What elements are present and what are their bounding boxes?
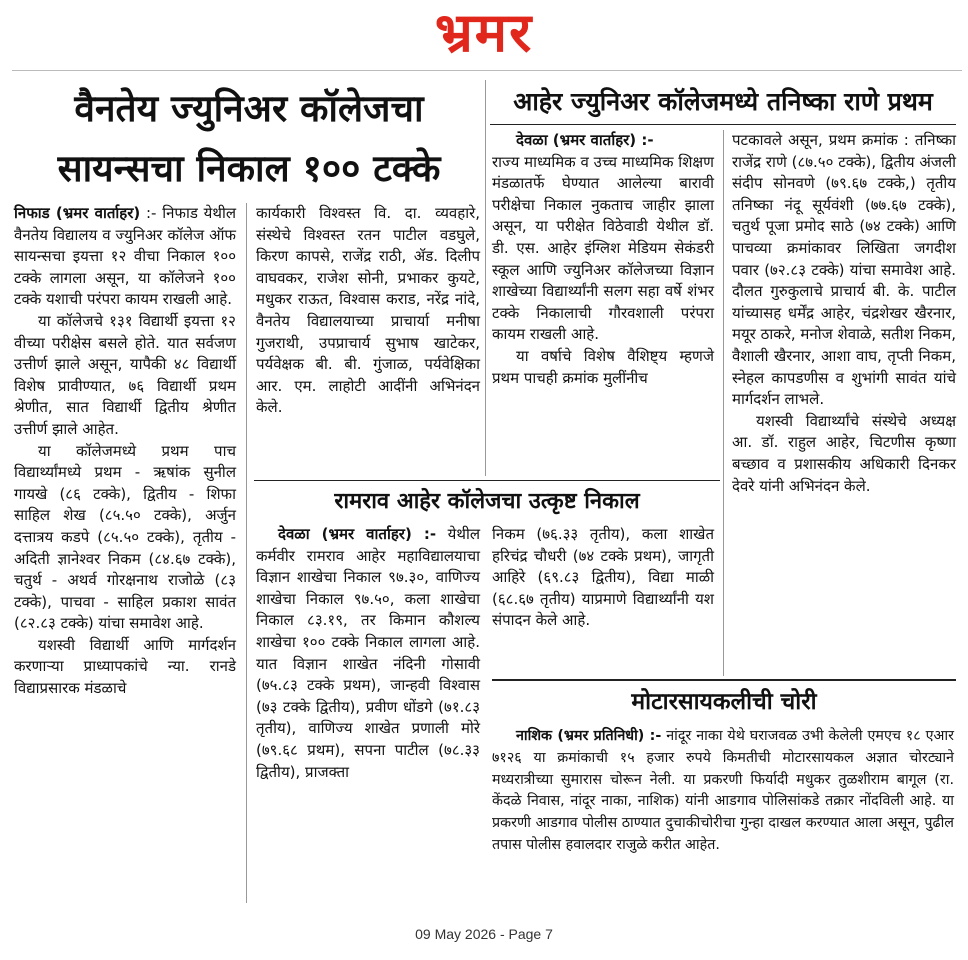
story3-top-rule — [254, 480, 720, 481]
story4-top-rule — [492, 679, 956, 681]
story2-column-divider — [723, 130, 724, 676]
story1-column-1 — [14, 203, 236, 700]
story-divider-vertical — [485, 80, 486, 476]
page-footer: 09 May 2026 - Page 7 — [415, 926, 553, 942]
story2-byline: देवळा (भ्रमर वार्ताहर) :- — [516, 131, 654, 149]
masthead — [0, 0, 968, 70]
newspaper-logo: भ्रमर — [434, 1, 534, 64]
story2-paragraph-1: राज्य माध्यमिक व उच्च माध्यमिक शिक्षण मंडळातर्फे घेण्यात आलेल्या बारावी परीक्षेचा निकाल नुकताच जाहीर झाला असून, या परीक्षेत विठेवाडी येथील डॉ. डी. एस. आहेर इंग्लिश मेडियम सेकंडरी स्कूल आणि ज्युनिअर कॉलेजच्या विज्ञान शाखेच्या विद्यार्थ्यांनी सलग सहा वर्षे शंभर टक्के निकालाची गौरवशाली परंपरा कायम राखली आहे. — [492, 152, 714, 344]
story1-paragraph-2: या कॉलेजचे १३१ विद्यार्थी इयत्ता १२ वीच्या परीक्षेस बसले होते. यात सर्वजण उत्तीर्ण झाले असून, यापैकी ४८ विद्यार्थी विशेष प्रावीण्यात, ७६ विद्यार्थी प्रथम श्रेणीत, सात विद्यार्थी द्वितीय श्रेणीत उत्तीर्ण झाले आहेत. — [14, 311, 236, 438]
story2-column-1 — [492, 130, 714, 389]
story3-column-1 — [256, 524, 480, 783]
story1-column-divider — [246, 203, 247, 903]
story3-headline: रामराव आहेर कॉलेजचा उत्कृष्ट निकाल — [334, 489, 640, 514]
story2-headline: आहेर ज्युनिअर कॉलेजमध्ये तनिष्का राणे प्रथम — [513, 87, 933, 116]
story1-paragraph-5: कार्यकारी विश्वस्त वि. दा. व्यवहारे, संस्थेचे विश्वस्त रतन पाटील वडघुले, किरण कापसे, राजेंद्र राठी, ॲड. दिलीप वाघवकर, राजेश सोनी, प्रभाकर कुयटे, मधुकर राऊत, विश्वास कराड, नरेंद्र नांदे, वैनतेय विद्यालयाच्या प्राचार्या मनीषा गुजराथी, उपप्राचार्य सुभाष खाटेकर, पर्यवेक्षक बी. बी. गुंजाळ, पर्यवेक्षिका आर. एम. लाहोटी आदींनी अभिनंदन केले. — [256, 204, 480, 417]
story2-paragraph-4: यशस्वी विद्यार्थ्यांचे संस्थेचे अध्यक्ष आ. डॉ. राहुल आहेर, चिटणीस कृष्णा बच्छाव व प्रशासकीय अधिकारी दिनकर देवरे यांनी अभिनंदन केले. — [732, 411, 956, 495]
story1-headline-line1: वैनतेय ज्युनिअर कॉलेजचा — [74, 87, 424, 130]
story1-column-2 — [256, 203, 480, 419]
story2-column-2 — [732, 130, 956, 497]
story1-byline: निफाड (भ्रमर वार्ताहर) — [14, 204, 141, 222]
story1-paragraph-3: या कॉलेजमध्ये प्रथम पाच विद्यार्थ्यांमध्ये प्रथम - ऋषांक सुनील गायखे (८६ टक्के), द्वितीय - शिफा साहिल शेख (८५.५० टक्के), अर्जुन दत्तात्रय कडपे (८५.५० टक्के), तृतीय - अदिती ज्ञानेश्वर निकम (८४.६७ टक्के), चतुर्थ - अथर्व गोरक्षनाथ राजोळे (८३ टक्के), पाचवा - साहिल प्रकाश सावंत (८२.८३ टक्के) यांचा समावेश आहे. — [14, 441, 236, 633]
story3-paragraph-1: येथील कर्मवीर रामराव आहेर महाविद्यालयाचा विज्ञान शाखेचा निकाल ९७.३०, वाणिज्य शाखेचा निकाल ९७.५०, कला शाखेचा निकाल ८३.१९, तर किमान कौशल्य शाखेचा १०० टक्के निकाल लागला आहे. यात विज्ञान शाखेत नंदिनी गोसावी (७५.८३ टक्के प्रथम), जान्हवी विश्वास (७३ टक्के द्वितीय), प्रवीण धोंडगे (७१.८३ तृतीय), वाणिज्य शाखेत प्रणाली मोरे (७९.६८ प्रथम), सपना पाटील (७८.३३ द्वितीय), प्राजक्ता — [256, 525, 481, 781]
story4-body — [492, 726, 954, 857]
story2-paragraph-3: पटकावले असून, प्रथम क्रमांक : तनिष्का राजेंद्र राणे (८७.५० टक्के), द्वितीय अंजली संदीप सोनवणे (७९.६७ टक्के,) तृतीय तनिष्का नंदू सूर्यवंशी (७७.६७ टक्के), चतुर्थ पूजा प्रमोद साठे (७४ टक्के) आणि पाचव्या क्रमांकावर लिखिता जगदीश पवार (७२.८३ टक्के) यांचा समावेश आहे. दौलत गुरुकुलाचे प्राचार्य बी. के. पाटील यांच्यासह धर्मेंद्र आहेर, चंद्रशेखर खैरनार, मयूर ठाकरे, मनोज शेवाळे, सतीश निकम, वैशाली खैरनार, आशा वाघ, तृप्ती निकम, स्नेहल कापडणीस व शुभांगी सावंत यांचे मार्गदर्शन लाभले. — [732, 131, 956, 409]
story1-headline-line2: सायन्सचा निकाल १०० टक्के — [57, 147, 441, 190]
story4-paragraph-1: नांदूर नाका येथे घराजवळ उभी केलेली एमएच १८ एआर ७१२६ या क्रमांकाची १५ हजार रुपये किमतीची मोटारसायकल अज्ञात चोरट्याने मध्यरात्रीच्या सुमारास चोरून नेली. या प्रकरणी फिर्यादी मधुकर तुळशीराम बागूल (रा. केंदळे निवास, नांदूर नाका, नाशिक) यांनी आडगाव पोलिसांकडे तक्रार नोंदविली आहे. या प्रकरणी आडगाव पोलीस ठाण्यात दुचाकीचोरीचा गुन्हा दाखल करण्यात आला असून, पुढील तपास पोलीस हवालदार राजुळे करीत आहेत. — [492, 728, 954, 853]
story4-byline: नाशिक (भ्रमर प्रतिनिधी) :- — [516, 728, 662, 744]
story1-paragraph-1: :- निफाड येथील वैनतेय विद्यालय व ज्युनिअर कॉलेज ऑफ सायन्सचा इयत्ता १२ वीचा निकाल १०० टक्के लागला असून, या कॉलेजने १०० टक्के यशाची परंपरा कायम राखली आहे. — [14, 204, 236, 309]
story3-byline: देवळा (भ्रमर वार्ताहर) :- — [278, 525, 437, 543]
story2-paragraph-2: या वर्षाचे विशेष वैशिष्ट्य म्हणजे प्रथम पाचही क्रमांक मुलींनीच — [492, 346, 714, 387]
story3-column-2 — [492, 524, 714, 632]
masthead-divider — [12, 70, 962, 71]
story3-paragraph-2: निकम (७६.३३ तृतीय), कला शाखेत हरिचंद्र चौधरी (७४ टक्के प्रथम), जागृती आहिरे (६९.८३ द्वितीय), विद्या माळी (६८.६७ तृतीय) याप्रमाणे विद्यार्थ्यांनी यश संपादन केले आहे. — [492, 525, 714, 630]
story4-headline: मोटारसायकलीची चोरी — [631, 689, 817, 715]
story1-paragraph-4: यशस्वी विद्यार्थी आणि मार्गदर्शन करणाऱ्या प्राध्यापकांचे न्या. रानडे विद्याप्रसारक मंडळाचे — [14, 635, 236, 698]
story2-headline-rule — [490, 124, 956, 125]
